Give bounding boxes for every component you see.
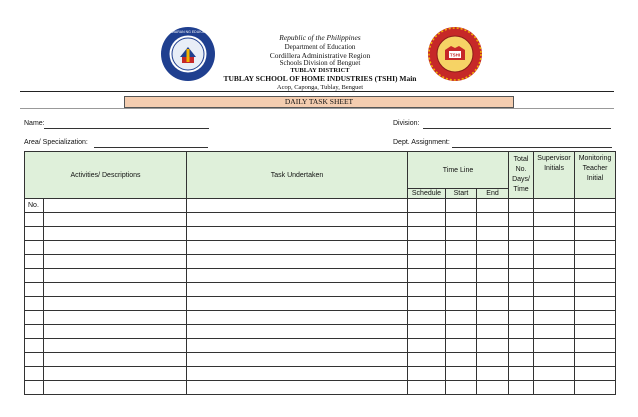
table-cell[interactable]: [187, 241, 408, 255]
table-cell[interactable]: [575, 311, 616, 325]
table-cell[interactable]: [408, 199, 446, 213]
right-seal-text: TSHI: [449, 52, 461, 58]
table-cell[interactable]: [534, 199, 575, 213]
table-cell[interactable]: [477, 311, 509, 325]
table-cell[interactable]: [408, 241, 446, 255]
table-cell[interactable]: [534, 339, 575, 353]
table-cell[interactable]: [509, 381, 534, 395]
table-cell[interactable]: [534, 241, 575, 255]
table-cell[interactable]: [187, 199, 408, 213]
table-cell[interactable]: [477, 241, 509, 255]
table-row: [25, 325, 616, 339]
col-timeline-header: Time Line: [408, 152, 509, 189]
header-district: TUBLAY DISTRICT: [290, 67, 350, 74]
table-cell[interactable]: [25, 213, 44, 227]
table-cell[interactable]: [575, 255, 616, 269]
header-republic: Republic of the Philippines: [279, 33, 361, 42]
table-cell[interactable]: [44, 325, 187, 339]
table-cell[interactable]: [575, 339, 616, 353]
area-label: Area/ Specialization:: [24, 139, 88, 146]
table-cell[interactable]: [25, 325, 44, 339]
page-title: DAILY TASK SHEET: [124, 96, 514, 108]
table-cell[interactable]: [446, 213, 477, 227]
col-monitor-header: Monitoring Teacher Initial: [575, 152, 616, 199]
table-cell[interactable]: [534, 269, 575, 283]
table-cell[interactable]: [575, 297, 616, 311]
table-cell[interactable]: [44, 199, 187, 213]
table-cell[interactable]: [446, 283, 477, 297]
table-row: [25, 283, 616, 297]
table-cell[interactable]: [534, 325, 575, 339]
name-label: Name:: [24, 120, 45, 127]
table-cell[interactable]: [509, 213, 534, 227]
table-cell[interactable]: [25, 269, 44, 283]
table-cell[interactable]: [534, 227, 575, 241]
col-supervisor-header: Supervisor Initials: [534, 152, 575, 199]
table-cell[interactable]: [187, 269, 408, 283]
table-cell[interactable]: [509, 269, 534, 283]
table-cell[interactable]: [446, 311, 477, 325]
table-cell[interactable]: [44, 381, 187, 395]
table-cell[interactable]: [25, 311, 44, 325]
table-cell[interactable]: [575, 283, 616, 297]
table-row: [25, 227, 616, 241]
table-cell[interactable]: [25, 353, 44, 367]
table-cell[interactable]: [25, 367, 44, 381]
table-cell[interactable]: [477, 255, 509, 269]
table-cell[interactable]: [509, 339, 534, 353]
table-cell[interactable]: [25, 339, 44, 353]
table-cell[interactable]: [575, 269, 616, 283]
table-cell[interactable]: [534, 381, 575, 395]
table-row: [25, 311, 616, 325]
table-row: [25, 241, 616, 255]
table-cell[interactable]: [408, 381, 446, 395]
table-cell[interactable]: [575, 381, 616, 395]
dept-label: Dept. Assignment:: [393, 139, 450, 146]
table-cell[interactable]: [509, 283, 534, 297]
table-cell[interactable]: [446, 339, 477, 353]
table-cell[interactable]: [187, 367, 408, 381]
table-cell[interactable]: [187, 311, 408, 325]
header-divider: [20, 91, 614, 92]
table-cell[interactable]: [477, 213, 509, 227]
table-cell[interactable]: [44, 213, 187, 227]
table-row: [25, 269, 616, 283]
division-label: Division:: [393, 120, 420, 127]
table-cell[interactable]: [477, 199, 509, 213]
header-region: Cordillera Administrative Region: [269, 51, 371, 60]
table-cell[interactable]: [509, 367, 534, 381]
table-cell[interactable]: [25, 227, 44, 241]
table-cell[interactable]: [575, 241, 616, 255]
table-cell[interactable]: [575, 367, 616, 381]
col-task-header: Task Undertaken: [187, 152, 408, 199]
table-cell[interactable]: [446, 297, 477, 311]
division-field[interactable]: [423, 128, 611, 129]
table-cell[interactable]: [408, 339, 446, 353]
table-cell[interactable]: [509, 255, 534, 269]
table-row: [25, 353, 616, 367]
table-cell[interactable]: [25, 297, 44, 311]
table-cell[interactable]: [534, 367, 575, 381]
table-row: [25, 367, 616, 381]
table-cell[interactable]: [534, 311, 575, 325]
table-cell[interactable]: [446, 381, 477, 395]
table-cell[interactable]: [187, 227, 408, 241]
table-cell[interactable]: [477, 353, 509, 367]
table-cell[interactable]: [509, 199, 534, 213]
table-cell[interactable]: [187, 255, 408, 269]
table-cell[interactable]: [408, 213, 446, 227]
table-cell[interactable]: [44, 353, 187, 367]
table-cell[interactable]: [187, 353, 408, 367]
col-schedule-header: Schedule: [408, 189, 446, 199]
table-cell[interactable]: [187, 283, 408, 297]
table-cell[interactable]: [575, 325, 616, 339]
table-cell[interactable]: [446, 353, 477, 367]
left-seal-text: KAGAWARAN NG EDUKASYON: [162, 30, 214, 34]
table-cell[interactable]: [25, 381, 44, 395]
table-row: [25, 297, 616, 311]
table-cell[interactable]: [44, 269, 187, 283]
table-cell[interactable]: [408, 311, 446, 325]
table-cell[interactable]: [187, 339, 408, 353]
area-field[interactable]: [94, 147, 208, 148]
table-cell[interactable]: [408, 269, 446, 283]
table-cell[interactable]: [509, 297, 534, 311]
table-cell[interactable]: [446, 199, 477, 213]
header-deped: Department of Education: [284, 43, 356, 51]
col-activities-header: Activities/ Descriptions: [25, 152, 187, 199]
table-cell[interactable]: [477, 227, 509, 241]
title-divider: [20, 108, 614, 109]
table-cell[interactable]: [477, 381, 509, 395]
table-cell[interactable]: [187, 325, 408, 339]
table-cell[interactable]: [509, 325, 534, 339]
table-cell[interactable]: [187, 297, 408, 311]
table-cell[interactable]: [408, 297, 446, 311]
table-row: [25, 255, 616, 269]
table-header-no-row: [25, 199, 616, 213]
table-cell[interactable]: [25, 283, 44, 297]
no-label: No.: [25, 199, 44, 213]
header-address: Acop, Caponga, Tublay, Benguet: [276, 84, 364, 91]
table-cell[interactable]: [534, 353, 575, 367]
table-cell[interactable]: [408, 227, 446, 241]
table-cell[interactable]: [25, 241, 44, 255]
table-cell[interactable]: [534, 297, 575, 311]
table-cell[interactable]: [408, 367, 446, 381]
table-cell[interactable]: [446, 367, 477, 381]
table-cell[interactable]: [446, 241, 477, 255]
col-end-header: End: [477, 189, 509, 199]
name-field[interactable]: [44, 128, 209, 129]
table-row: [25, 213, 616, 227]
table-cell[interactable]: [187, 381, 408, 395]
table-cell[interactable]: [477, 283, 509, 297]
table-cell[interactable]: [408, 255, 446, 269]
table-cell[interactable]: [477, 297, 509, 311]
table-cell[interactable]: [477, 367, 509, 381]
table-cell[interactable]: [44, 227, 187, 241]
dept-field[interactable]: [452, 147, 612, 148]
table-cell[interactable]: [446, 325, 477, 339]
table-cell[interactable]: [534, 213, 575, 227]
table-cell[interactable]: [534, 255, 575, 269]
table-cell[interactable]: [44, 283, 187, 297]
table-cell[interactable]: [408, 283, 446, 297]
table-cell[interactable]: [44, 255, 187, 269]
table-cell[interactable]: [509, 311, 534, 325]
table-cell[interactable]: [44, 241, 187, 255]
table-cell[interactable]: [477, 269, 509, 283]
table-cell[interactable]: [575, 353, 616, 367]
header-division: Schools Division of Benguet: [279, 59, 361, 67]
table-cell[interactable]: [44, 297, 187, 311]
table-cell[interactable]: [446, 255, 477, 269]
table-cell[interactable]: [25, 255, 44, 269]
table-cell[interactable]: [44, 311, 187, 325]
col-start-header: Start: [446, 189, 477, 199]
table-cell[interactable]: [477, 339, 509, 353]
table-row: [25, 339, 616, 353]
header-school: TUBLAY SCHOOL OF HOME INDUSTRIES (TSHI) Main: [223, 74, 417, 83]
table-cell[interactable]: [575, 213, 616, 227]
table-cell[interactable]: [509, 227, 534, 241]
table-cell[interactable]: [408, 325, 446, 339]
col-total-header: Total No. Days/ Time: [509, 152, 534, 199]
table-cell[interactable]: [509, 241, 534, 255]
table-cell[interactable]: [187, 213, 408, 227]
table-cell[interactable]: [44, 339, 187, 353]
table-cell[interactable]: [575, 227, 616, 241]
table-cell[interactable]: [446, 227, 477, 241]
table-cell[interactable]: [44, 367, 187, 381]
table-cell[interactable]: [575, 199, 616, 213]
table-cell[interactable]: [446, 269, 477, 283]
table-cell[interactable]: [408, 353, 446, 367]
table-cell[interactable]: [509, 353, 534, 367]
table-cell[interactable]: [534, 283, 575, 297]
task-table: [24, 151, 616, 395]
table-row: [25, 381, 616, 395]
table-cell[interactable]: [477, 325, 509, 339]
